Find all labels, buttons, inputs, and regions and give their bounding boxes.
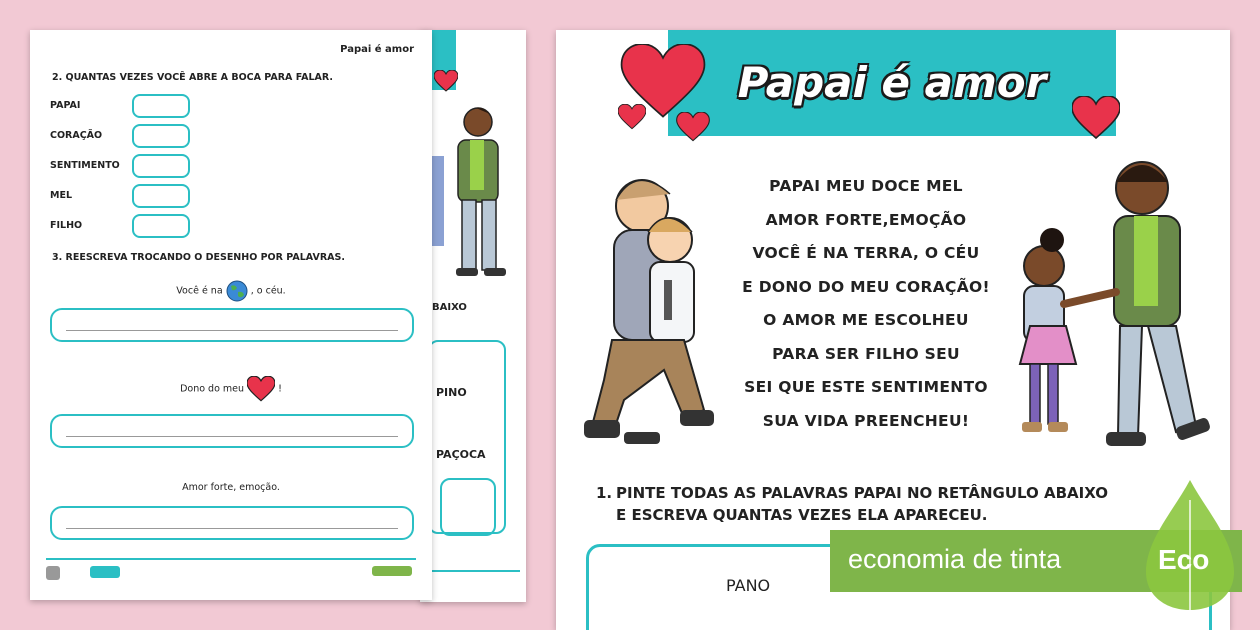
poem [716, 170, 1016, 438]
sentence-text: ! [278, 383, 282, 395]
qr-code [46, 566, 60, 580]
father-walking-illustration [430, 106, 526, 282]
word-label: SENTIMENTO [50, 160, 120, 171]
answer-box [440, 478, 496, 536]
heart-icon [434, 70, 458, 92]
father-son-hug-illustration [584, 170, 734, 450]
sentence-3: Amor forte, emoção. [182, 482, 280, 493]
poem-line: O AMOR ME ESCOLHEU [763, 311, 969, 329]
left-worksheet [30, 30, 432, 600]
word-row [50, 124, 210, 148]
answer-box[interactable] [132, 94, 190, 118]
sentence-2 [30, 376, 432, 402]
poem-line: VOCÊ É NA TERRA, O CÉU [752, 244, 980, 262]
page-title: Papai é amor [737, 58, 1047, 107]
word-search-word: PANO [726, 576, 771, 595]
word-label: CORAÇÃO [50, 130, 103, 141]
question-3: 3. REESCREVA TROCANDO O DESENHO POR PALAVRAS. [52, 252, 345, 263]
word-row [50, 214, 210, 238]
sentence-text: , o céu. [250, 285, 286, 297]
answer-box[interactable] [132, 184, 190, 208]
sentence-text: Você é na [176, 285, 223, 297]
answer-field[interactable] [50, 308, 414, 342]
answer-field[interactable] [50, 414, 414, 448]
question-text: E ESCREVA QUANTAS VEZES ELA APARECEU. [616, 506, 988, 524]
question-text: PINTE TODAS AS PALAVRAS PAPAI NO RETÂNGULO ABAIXO [616, 484, 1109, 502]
poem-line: E DONO DO MEU CORAÇÃO! [742, 277, 990, 296]
word-label: PINO [436, 386, 467, 399]
poem-line: PAPAI MEU DOCE MEL [769, 177, 963, 195]
answer-field[interactable] [50, 506, 414, 540]
word-row [50, 184, 210, 208]
poem-line: SUA VIDA PREENCHEU! [762, 411, 970, 430]
poem-line: AMOR FORTE,EMOÇÃO [765, 210, 967, 229]
heart-icon [1072, 96, 1120, 140]
poem-line: PARA SER FILHO SEU [772, 344, 960, 363]
question-1 [596, 482, 1108, 526]
footer [46, 558, 416, 584]
father-daughter-walking-illustration [986, 156, 1226, 456]
worksheet-title: Papai é amor [340, 44, 414, 55]
earth-icon [226, 280, 248, 302]
heart-icon [618, 104, 646, 130]
answer-box[interactable] [132, 124, 190, 148]
question-2: 2. QUANTAS VEZES VOCÊ ABRE A BOCA PARA FALAR. [52, 72, 333, 83]
word-label: PAPAI [50, 100, 81, 111]
back-worksheet [420, 30, 526, 602]
eco-banner-text: economia de tinta [848, 544, 1062, 574]
poem-line: SEI QUE ESTE SENTIMENTO [744, 378, 988, 396]
word-row [50, 154, 210, 178]
word-label: MEL [50, 190, 72, 201]
answer-box[interactable] [132, 214, 190, 238]
question-number: 1. [596, 484, 613, 502]
sentence-text: Dono do meu [180, 383, 245, 395]
heart-icon [247, 376, 275, 402]
word-label: PAÇOCA [436, 448, 486, 461]
heart-icon [676, 112, 710, 142]
word-label: FILHO [50, 220, 83, 231]
answer-box[interactable] [132, 154, 190, 178]
footer [426, 570, 520, 586]
publisher-logo [90, 566, 120, 578]
word-label: BAIXO [432, 302, 467, 313]
eco-logo [372, 566, 412, 576]
sentence-1 [30, 280, 432, 302]
word-row [50, 94, 210, 118]
eco-label: Eco [1158, 544, 1210, 575]
